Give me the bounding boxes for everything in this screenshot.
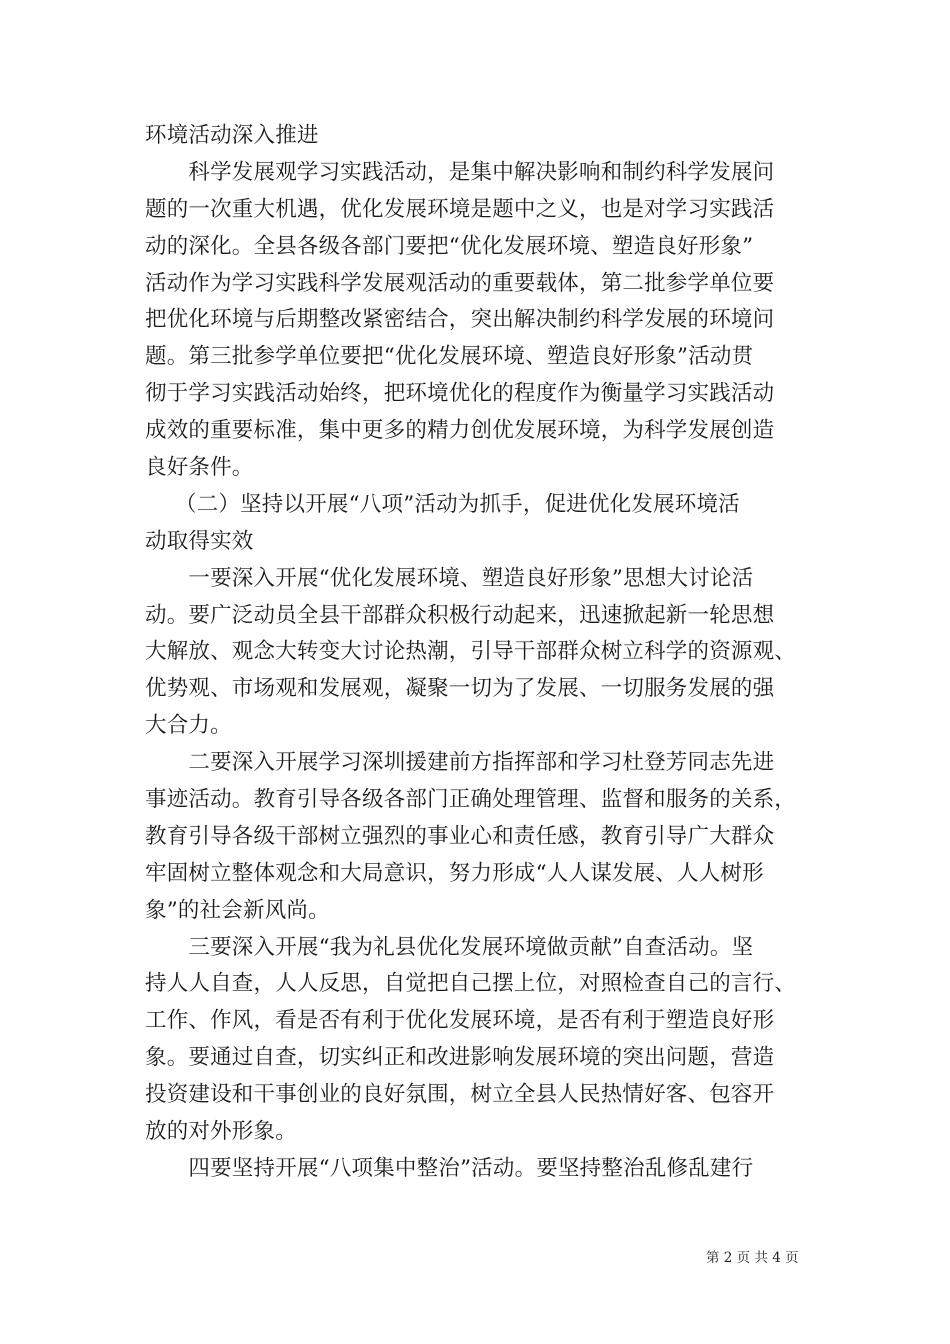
text-line: 四要坚持开展“八项集中整治”活动。要坚持整治乱修乱建行: [145, 1155, 754, 1181]
text-line: 象”的社会新风尚。: [145, 897, 330, 923]
text-line: 动的深化。全县各级各部门要把“优化发展环境、塑造良好形象”: [145, 233, 754, 259]
text-line: 大合力。: [145, 713, 232, 739]
text-line: 三要深入开展“我为礼县优化发展环境做贡献”自查活动。坚: [145, 934, 754, 960]
text-line: 优势观、市场观和发展观，凝聚一切为了发展、一切服务发展的强: [145, 676, 775, 702]
text-line: 科学发展观学习实践活动，是集中解决影响和制约科学发展问: [145, 159, 775, 185]
text-line: 二要深入开展学习深圳援建前方指挥部和学习杜登芳同志先进: [145, 750, 775, 776]
text-line: 环境活动深入推进: [145, 123, 319, 148]
text-line: 动。要广泛动员全县干部群众积极行动起来，迅速掀起新一轮思想: [145, 602, 775, 628]
page-number: 第 2 页 共 4 页: [706, 1250, 799, 1266]
text-line: 题。第三批参学单位要把“优化发展环境、塑造良好形象”活动贯: [145, 344, 754, 370]
text-line: 投资建设和干事创业的良好氛围，树立全县人民热情好客、包容开: [145, 1082, 775, 1108]
text-line: 象。要通过自查，切实纠正和改进影响发展环境的突出问题，营造: [145, 1045, 775, 1071]
text-line: 一要深入开展“优化发展环境、塑造良好形象”思想大讨论活: [145, 565, 754, 591]
section-heading: （二）坚持以开展“八项”活动为抓手，促进优化发展环境活: [175, 491, 740, 517]
text-line: 事迹活动。教育引导各级各部门正确处理管理、监督和服务的关系，: [145, 787, 797, 813]
section-heading-continued: 动取得实效: [145, 528, 254, 554]
body-text: [145, 118, 815, 1188]
text-line: 放的对外形象。: [145, 1119, 297, 1145]
text-line: 工作、作风，看是否有利于优化发展环境，是否有利于塑造良好形: [145, 1008, 775, 1034]
text-line: 持人人自查，人人反思，自觉把自己摆上位，对照检查自己的言行、: [145, 971, 797, 997]
text-line: 把优化环境与后期整改紧密结合，突出解决制约科学发展的环境问: [145, 307, 775, 333]
text-line: 成效的重要标准，集中更多的精力创优发展环境，为科学发展创造: [145, 418, 775, 444]
text-line: 教育引导各级干部树立强烈的事业心和责任感，教育引导广大群众: [145, 823, 775, 849]
text-line: 活动作为学习实践科学发展观活动的重要载体，第二批参学单位要: [145, 270, 775, 296]
text-line: 大解放、观念大转变大讨论热潮，引导干部群众树立科学的资源观、: [145, 639, 797, 665]
text-line: 题的一次重大机遇，优化发展环境是题中之义，也是对学习实践活: [145, 196, 775, 222]
text-line: 彻于学习实践活动始终，把环境优化的程度作为衡量学习实践活动: [145, 381, 775, 407]
text-line: 牢固树立整体观念和大局意识，努力形成“人人谋发展、人人树形: [145, 860, 764, 886]
text-line: 良好条件。: [145, 455, 254, 481]
